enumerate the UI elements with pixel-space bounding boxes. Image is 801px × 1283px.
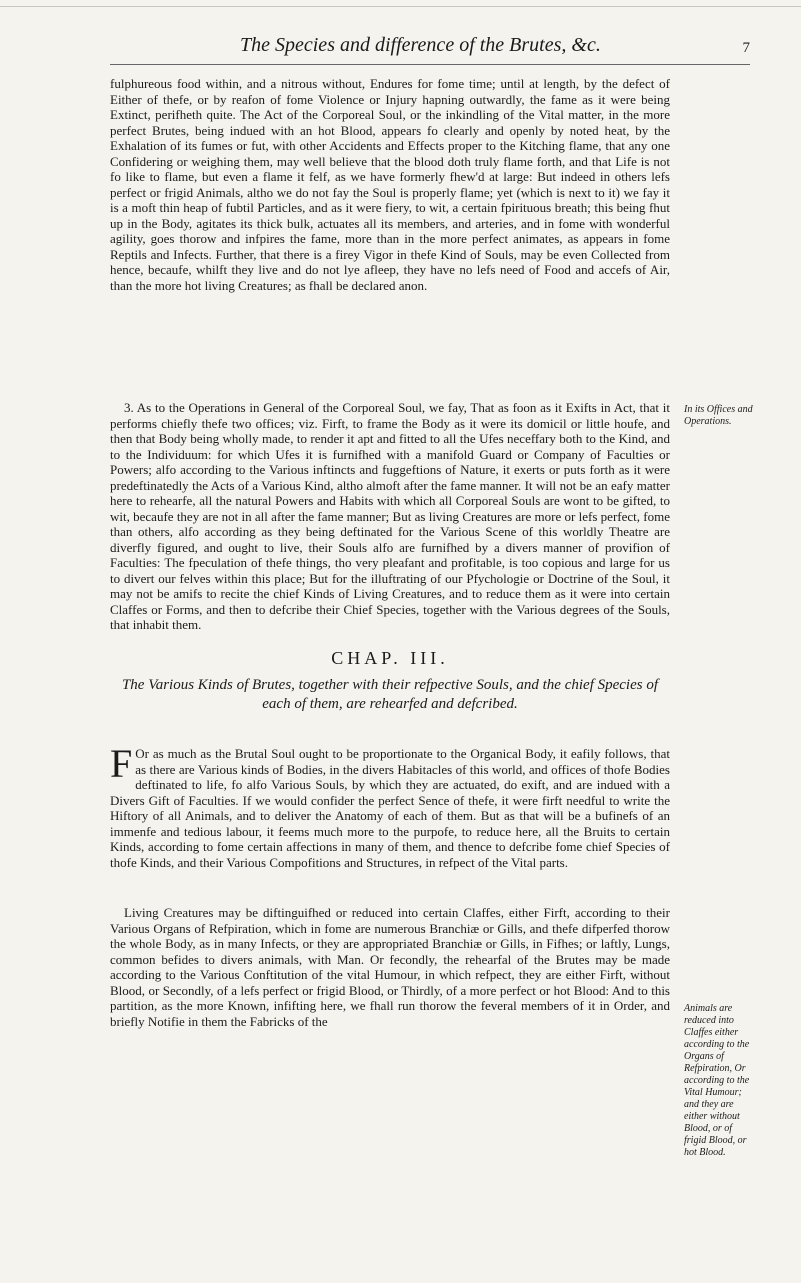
paragraph-3-text: Or as much as the Brutal Soul ought to be proportionate to the Organical Body, it eafily follows, that as there are Various kinds of Bodies, in the divers Habitacles of this world, and offices of thofe Bodies deftinated to life, fo alfo Various Souls, by which they are actuated, do exift, and are indued with a Divers Gift of Faculties. If we would confider the perfect Sence of thefe, it were firft needful to write the Hiftory of all Animals, and to deliver the Anatomy of each of them. But as that will be a bufinefs of an immenfe and tedious labour, it feems much more to the purpofe, to reduce here, all the Bruits to certain Kinds, according to fome certain affections in many of them, and thence to defcribe fome chief Species of thofe Kinds, and their Various Compofitions and Structures, in refpect of the Vital parts. bbox=[110, 746, 670, 870]
page-number: 7 bbox=[742, 40, 750, 56]
paragraph-4: Living Creatures may be diftinguifhed or reduced into certain Claffes, either Firft, according to their Various Organs of Refpiration, which in fome are numerous Branchiæ or Gills, and thefe difperfed thorow the whole Body, as in many Infects, or they are appropriated Branchiæ or Gills, in Fifhes; or laftly, Lungs, common befides to divers animals, with Man. Or fecondly, the rehearfal of the Brutes may be made according to the Various Conftitution of the vital Humour, in which refpect, they are either Firft, without Blood, or Secondly, of a lefs perfect or frigid Blood, or Thirdly, of a more perfect or hot Blood: And to this partition, as the more Known, infifting here, we fhall run thorow the feveral members of it in Order, and briefly Notifie in them the Fabricks of the bbox=[110, 905, 670, 1029]
running-head: The Species and difference of the Brutes, &c. bbox=[240, 34, 601, 56]
drop-capital: F bbox=[110, 741, 133, 786]
page-header bbox=[110, 34, 750, 64]
margin-note-classes: Animals are reduced into Claffes either according to the Organs of Refpiration, Or according to the Vital Humour; and they are either without Blood, or of frigid Blood, or hot Blood. bbox=[684, 1003, 750, 1158]
paragraph-3 bbox=[110, 741, 670, 870]
header-rule bbox=[110, 64, 750, 65]
paragraph-1: fulphureous food within, and a nitrous without, Endures for fome time; until at length, by the defect of Either of thefe, or by reafon of fome Violence or Injury hapning outwardly, the fame as it were being Extinct, perifheth quite. The Act of the Corporeal Soul, or the inkindling of the Vital matter, in the more perfect Brutes, being indued with an hot Blood, appears fo clearly and openly by noted heat, by the Exhalation of its fumes or fut, with other Accidents and Effects proper to the Kitching flame, that any one Confidering or weighing them, may well believe that the blood doth truly flame forth, and that Life is not fo like to flame, but even a flame it felf, as we have formerly fhew'd at large: But indeed in others lefs perfect or frigid Animals, altho we do not fay the Soul is properly flame; yet (which is next to it) we fay it is a moft thin heap of fubtil Particles, and as it were fiery, to wit, a certain fpirituous breath; this being fhut up in the Body, agitates its thick bulk, actuates all its members, and arteries, and in fome with wonderful agility, goes thorow and infpires the fame, more than in the more perfect animates, as appears in fome Reptils and Infects. Further, that there is a firey Vigor in thefe Kind of Souls, may be even Collected from hence, becaufe, whilft they live and do not lye afleep, they have no lefs need of Food and accefs of Air, than the more hot living Creatures; as fhall be declared anon. bbox=[110, 76, 670, 293]
margin-note-offices: In its Offices and Operations. bbox=[684, 404, 753, 427]
paragraph-2: 3. As to the Operations in General of the Corporeal Soul, we fay, That as foon as it Exifts in Act, that it performs chiefly thefe two offices; viz. Firft, to frame the Body as it were its domicil or little houfe, and then that Body being wholly made, to render it apt and fitted to all the Ufes neceffary both to the Kind, and to the Individuum: for which Ufes it is furnifhed with a manifold Guard or Company of Faculties or Powers; alfo according to the Various inftincts and fuggeftions of Nature, it exerts or puts forth as it were predeftinatedly the Acts of a Various Kind, altho almoft after the fame manner. It will not be an eafy matter here to rehearfe, all the natural Powers and Habits with which all Corporeal Souls are wont to be gifted, to wit, becaufe they are not in all after the fame manner; But as living Creatures are more or lefs perfect, fome than others, alfo according as they being deftinated for the Various Scene of this worldly Theatre are diverfly figured, and ought to live, their Souls alfo are furnifhed by a divers manner of provifion of Faculties: The fpeculation of thefe things, tho very pleafant and profitable, is too copious and large for us to divert our felves within this place; But for the illuftrating of our Pfychologie or Doctrine of the Soul, it may not be amifs to recite the chief Kinds of Living Creatures, and to reduce them as it were into certain Claffes or Forms, and then to defcribe their Chief Species, together with the Various degrees of the Souls, that inhabit them. bbox=[110, 400, 670, 632]
scan-edge-line bbox=[0, 6, 801, 7]
chapter-heading: CHAP. III. bbox=[331, 648, 449, 668]
chapter-subtitle: The Various Kinds of Brutes, together with their refpective Souls, and the chief Species of each of them, are rehearfed and defcribed. bbox=[121, 677, 659, 712]
